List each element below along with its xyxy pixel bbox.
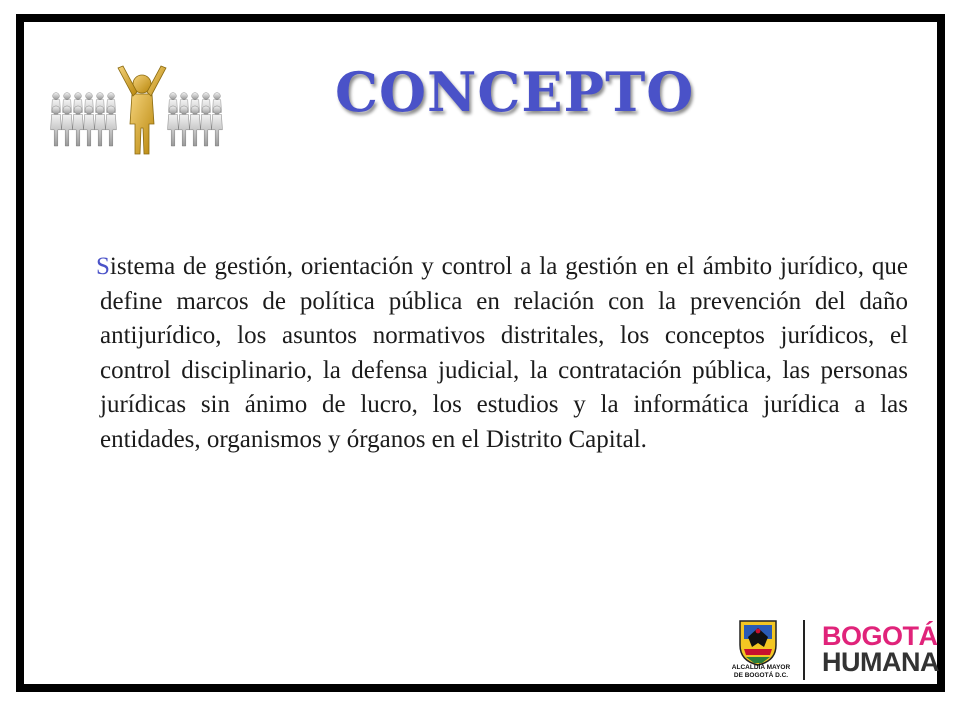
footer-logos bbox=[730, 615, 939, 685]
brand-humana-text: HUMANA bbox=[822, 647, 939, 677]
crowd-figure bbox=[212, 106, 223, 146]
leader-figure bbox=[118, 66, 166, 154]
bogota-coat-of-arms-icon bbox=[734, 617, 782, 667]
crowd-figure bbox=[62, 106, 73, 146]
crowd-leader-image bbox=[50, 62, 230, 162]
crowd-figure bbox=[95, 106, 106, 146]
crowd-figure bbox=[190, 106, 201, 146]
alcaldia-caption bbox=[730, 664, 792, 679]
alcaldia-line-2: DE BOGOTÁ D.C. bbox=[733, 671, 789, 679]
logo-divider bbox=[803, 620, 805, 680]
brand-humana-logo bbox=[822, 647, 939, 677]
crowd-figure bbox=[73, 106, 84, 146]
definition-initial-letter: S bbox=[96, 253, 110, 280]
concept-definition bbox=[96, 250, 908, 457]
slide-title: CONCEPTO bbox=[335, 60, 695, 124]
alcaldia-line-1: ALCALDÍA MAYOR bbox=[731, 664, 791, 671]
definition-text: istema de gestión, orientación y control a la gestión en el ámbito jurídico, que define marcos de política pública en relación con la prevención del daño antijurídico, los asuntos normativos distritales, los conceptos jurídicos, el control disciplinario, la defensa judicial, la contratación pública, las personas jurídicas sin ánimo de lucro, los estudios y la informática jurídica a las entidades, organismos y órganos en el Distrito Capital. bbox=[100, 253, 908, 453]
crowd-figure bbox=[201, 106, 212, 146]
crowd-figure bbox=[84, 106, 95, 146]
crowd-figure bbox=[51, 106, 62, 146]
brand-bogota-text: BOGOTÁ bbox=[822, 621, 938, 651]
crowd-figure bbox=[168, 106, 179, 146]
crowd-figure bbox=[106, 106, 117, 146]
crowd-figure bbox=[179, 106, 190, 146]
